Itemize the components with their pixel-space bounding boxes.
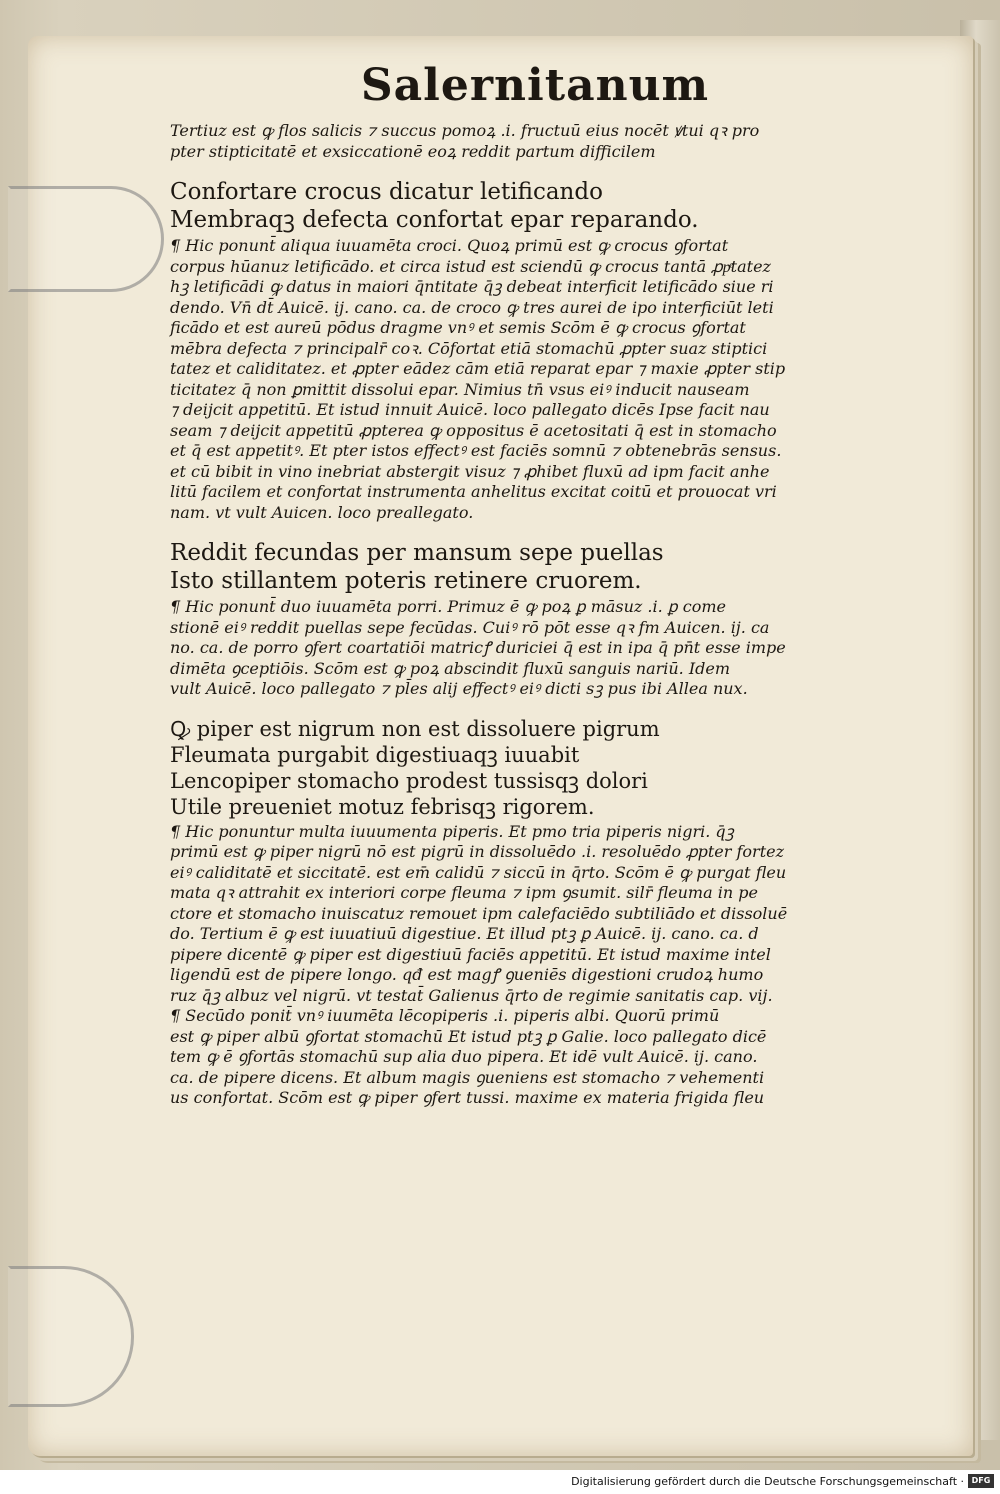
text-line: vult Auicē. loco pallegato ⁊ pl̄es alij effectꝰ eiꝰ dicti sꝫ pus ibi Allea nux.	[170, 679, 748, 698]
prose-block-4	[170, 822, 870, 1109]
text-line: us confortat. Scōm est ꝙ piper ꝯfert tussi. maxime ex materia frigida fleu	[170, 1088, 765, 1107]
text-line: ¶ Hic ponunt̄ aliqua iuuamēta croci. Quoꝝ primū est ꝙ crocus ꝯfortat	[170, 236, 729, 255]
text-line: ticitatez q̄ non ꝑmittit dissolui epar. Nimius tn̄ vsus eiꝰ inducit nauseam	[170, 379, 750, 399]
text-line: Tertiuz est ꝙ flos salicis ⁊ succus pomoꝝ .i. fructuū eius nocēt ꝟtui qꝛ pro	[170, 121, 760, 140]
prose-block-3	[170, 597, 870, 700]
text-line: ¶ Hic ponunt̄ duo iuuamēta porri. Primuz ē ꝙ poꝝ ꝑ māsuz .i. ꝑ come	[170, 597, 726, 616]
text-line: ¶ Secūdo ponit̄ vnꝰ iuumēta lēcopiperis .i. piperis albi. Quorū primū	[170, 1006, 720, 1025]
text-line: pipere dicentē ꝙ piper est digestiuū faciēs appetitū. Et istud maxime intel	[170, 944, 771, 964]
text-line: hꝫ letificādi ꝙ datus in maiori q̄ntitate q̄ꝫ debeat interficit letificādo siue ri	[170, 277, 774, 296]
verse-line: Confortare crocus dicatur letificando	[170, 179, 603, 205]
text-line: nam. vt vult Auicen. loco preallegato.	[170, 502, 474, 522]
text-line: stionē eiꝰ reddit puellas sepe fecūdas. Cuiꝰ rō pōt esse qꝛ fm Auicen. ij. ca	[170, 617, 770, 637]
text-line: pter stipticitatē et exsiccationē eoꝝ reddit partum difficilem	[170, 141, 656, 161]
text-line: ruz q̄ꝫ albuz vel nigrū. vt testat̄ Galienus q̄rto de regimie sanitatis cap. vij.	[170, 985, 773, 1005]
text-line: seam ⁊ deijcit appetitū ꝓpterea ꝙ oppositus ē acetositati q̄ est in stomacho	[170, 420, 777, 440]
verse-line: Utile preueniet motuz febrisqꝫ rigorem.	[170, 794, 595, 819]
verse-line: Isto stillantem poteris retinere cruorem.	[170, 568, 642, 594]
text-line: eiꝰ caliditatē et siccitatē. est em̄ calidū ⁊ siccū in q̄rto. Scōm ē ꝙ purgat fleu	[170, 862, 787, 882]
verse-block-2	[170, 539, 870, 595]
verse-line: Lencopiper stomacho prodest tussisqꝫ dolori	[170, 768, 648, 793]
text-line: dimēta ꝯceptiōis. Scōm est ꝙ poꝝ abscindit fluxū sanguis nariū. Idem	[170, 658, 731, 678]
text-line: ficādo et est aureū pōdus dragme vnꝰ et semis Scōm ē ꝙ crocus ꝯfortat	[170, 318, 746, 337]
text-line: ¶ Hic ponuntur multa iuuumenta piperis. Et pmo tria piperis nigri. q̄ꝫ	[170, 821, 734, 841]
verse-line: Reddit fecundas per mansum sepe puellas	[170, 540, 664, 566]
text-line: est ꝙ piper albū ꝯfortat stomachū Et istud ptꝫ ꝑ Galie. loco pallegato dicē	[170, 1026, 767, 1046]
text-line: ligendū est de pipere longo. qđ est magꝭ ꝯueniēs digestioni crudoꝝ humo	[170, 965, 764, 984]
text-line: tatez et caliditatez. et ꝓpter eādez cām etiā reparat epar ⁊ maxie ꝓpter stip	[170, 359, 786, 378]
text-line: corpus hūanuz letificādo. et circa istud est sciendū ꝙ crocus tantā ꝓpͤtatez	[170, 256, 771, 276]
verse-block-3	[170, 716, 870, 820]
text-line: et cū bibit in vino inebriat abstergit visuz ⁊ ꝓhibet fluxū ad ipm facit anhe	[170, 461, 770, 481]
prose-block-2	[170, 236, 870, 523]
dfg-logo: DFG	[968, 1474, 994, 1488]
text-line: tem ꝙ ē ꝯfortās stomachū sup alia duo pipera. Et idē vult Auicē. ij. cano.	[170, 1047, 758, 1066]
verse-block-1	[170, 178, 870, 234]
text-line: ctore et stomacho inuiscatuz remouet ipm calefaciēdo subtiliādo et dissoluē	[170, 903, 788, 923]
text-line: ⁊ deijcit appetitū. Et istud innuit Auicē. loco pallegato dicēs Ipse facit nau	[170, 400, 770, 419]
text-line: mēbra defecta ⁊ principalr̄ coꝛ. Cōfortat etiā stomachū ꝓpter suaz stiptici	[170, 338, 768, 358]
page-clip-bottom	[8, 1266, 134, 1407]
prose-block-1	[170, 121, 870, 162]
verse-line: Fleumata purgabit digestiuaqꝫ iuuabit	[170, 742, 580, 767]
verse-line: Membraqꝫ defecta confortat epar reparando.	[170, 207, 699, 233]
text-line: no. ca. de porro ꝯfert coartatiōi matricꝭ duriciei q̄ est in ipa q̄ pn̄t esse impe	[170, 638, 786, 657]
digitization-footer	[0, 1470, 1000, 1494]
text-line: do. Tertium ē ꝙ est iuuatiuū digestiue. Et illud ptꝫ ꝑ Auicē. ij. cano. ca. d	[170, 924, 759, 943]
funding-credit: Digitalisierung gefördert durch die Deutsche Forschungsgemeinschaft ·	[571, 1475, 964, 1488]
text-line: mata qꝛ attrahit ex interiori corpe fleuma ⁊ ipm ꝯsumit. silr̄ fleuma in pe	[170, 883, 758, 902]
text-line: litū facilem et confortat instrumenta anhelitus excitat coitū et prouocat vri	[170, 482, 777, 501]
text-line: dendo. Vn̄ dt̄ Auicē. ij. cano. ca. de croco ꝙ tres aurei de ipo interficiūt leti	[170, 297, 774, 317]
verse-line: Ꝙ piper est nigrum non est dissoluere pigrum	[170, 716, 660, 741]
text-line: primū est ꝙ piper nigrū nō est pigrū in dissoluēdo .i. resoluēdo ꝓpter fortez	[170, 842, 785, 861]
page-text	[170, 60, 870, 1125]
text-line: ca. de pipere dicens. Et album magis ꝯueniens est stomacho ⁊ vehementi	[170, 1067, 765, 1087]
page-clip-top	[8, 186, 164, 292]
text-line: et q̄ est appetitꝰ. Et pter istos effectꝰ est faciēs somnū ⁊ obtenebrās sensus.	[170, 441, 782, 460]
page-title: Salernitanum	[360, 60, 710, 111]
